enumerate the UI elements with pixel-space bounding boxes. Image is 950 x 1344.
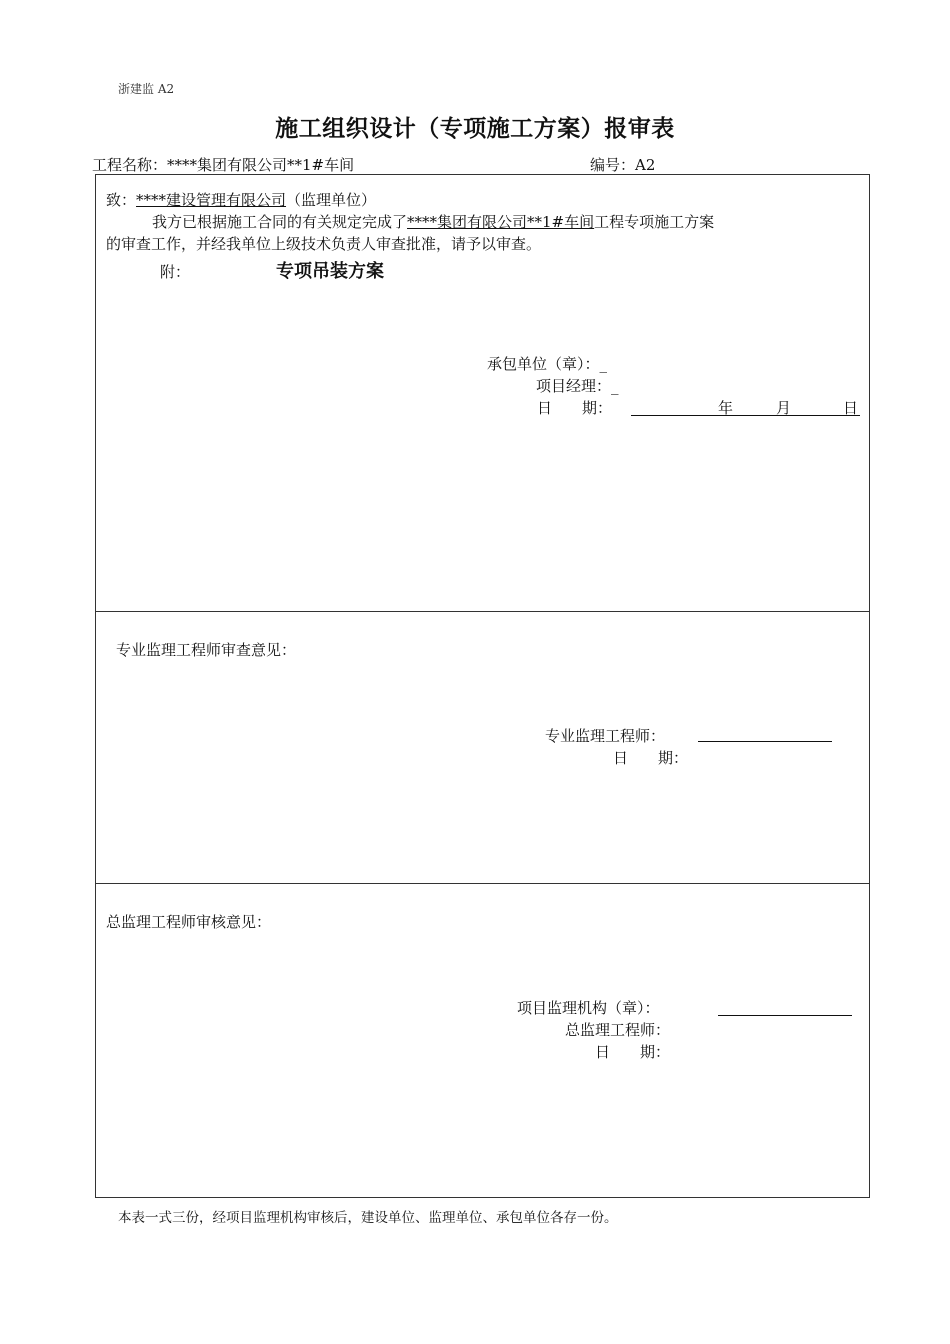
chief-engineer-label: 总监理工程师： — [565, 1021, 671, 1039]
chief-opinion-heading: 总监理工程师审核意见： — [106, 913, 272, 931]
day-label: 日 — [843, 399, 859, 417]
form-code: 浙建监 A2 — [118, 82, 175, 96]
specialist-opinion-heading: 专业监理工程师审查意见： — [116, 641, 297, 659]
section-divider-1 — [96, 611, 869, 612]
date-line[interactable] — [631, 397, 860, 416]
body-project: ****集团有限公司**1#车间 — [407, 213, 595, 231]
project-name-row — [92, 154, 354, 175]
addressee-row — [106, 189, 376, 210]
project-name: ****集团有限公司**1#车间 — [167, 156, 355, 174]
month-label: 月 — [776, 399, 792, 417]
specialist-engineer-label: 专业监理工程师： — [545, 727, 666, 745]
supervisor-org: ****建设管理有限公司 — [136, 191, 287, 209]
date-row — [537, 397, 612, 418]
manager-label: 项目经理： — [536, 377, 612, 395]
number-row — [590, 154, 655, 175]
section-divider-2 — [96, 883, 869, 884]
contractor-row — [487, 353, 607, 374]
specialist-signature-line[interactable] — [698, 727, 832, 742]
specialist-date-label: 日 期： — [613, 749, 689, 767]
body-line-2: 的审查工作，并经我单位上级技术负责人审查批准，请予以审查。 — [106, 235, 542, 253]
body-line-1 — [152, 211, 714, 232]
contractor-value: _ — [599, 355, 608, 373]
contractor-label: 承包单位（章）： — [487, 355, 600, 373]
page-title: 施工组织设计（专项施工方案）报审表 — [275, 116, 675, 142]
to-label: 致： — [106, 191, 137, 209]
body-suffix: 工程专项施工方案 — [594, 213, 715, 231]
body-prefix: 我方已根据施工合同的有关规定完成了 — [152, 213, 408, 231]
supervision-org-seal-line[interactable] — [718, 1001, 852, 1016]
number-value: A2 — [635, 156, 656, 174]
attach-label: 附： — [160, 263, 191, 281]
attachment-title: 专项吊装方案 — [276, 261, 384, 282]
manager-row — [536, 375, 619, 396]
supervision-org-label: 项目监理机构（章）： — [517, 999, 660, 1017]
footer-note: 本表一式三份，经项目监理机构审核后，建设单位、监理单位、承包单位各存一份。 — [118, 1210, 618, 1226]
form-table — [95, 174, 870, 1198]
chief-date-label: 日 期： — [595, 1043, 671, 1061]
number-label: 编号： — [590, 156, 636, 174]
project-label: 工程名称： — [92, 156, 168, 174]
manager-value: _ — [611, 377, 619, 395]
date-label: 日 期： — [537, 399, 613, 417]
year-label: 年 — [718, 399, 734, 417]
to-suffix: （监理单位） — [286, 191, 377, 209]
